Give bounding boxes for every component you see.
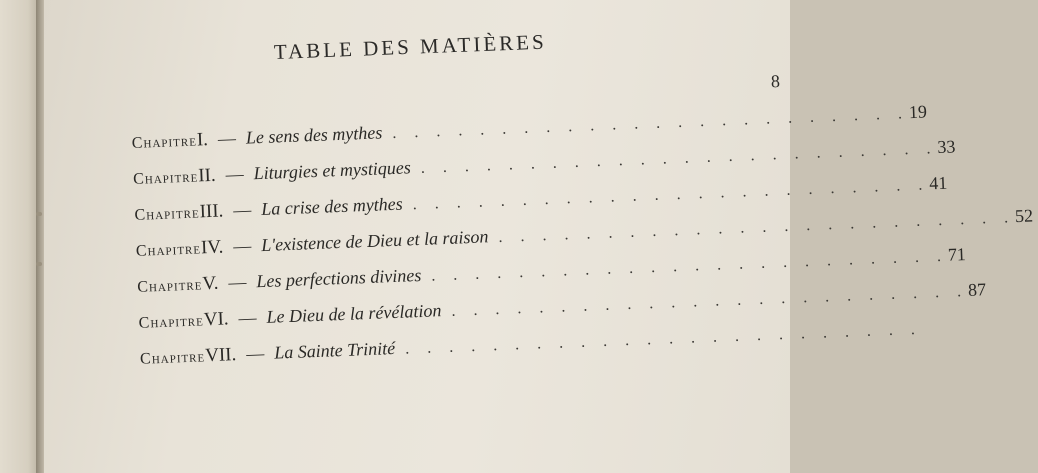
toc-page-number: 87 [967,279,987,300]
chapter-title: La Sainte Trinité [273,338,396,363]
binding-thread-mark [36,212,42,216]
chapter-dash: — [225,163,244,185]
chapter-numeral: VII. [204,344,237,367]
chapter-dash: — [227,271,247,293]
chapter-dash: — [217,127,237,149]
toc-page-number: 71 [947,244,967,265]
chapter-numeral: V. [201,272,219,295]
table-of-contents [130,71,1034,384]
leader-dots: . . . . . . . . . . . . . . . . . . . . . . . . [404,320,923,358]
chapter-title: L'existence de Dieu et la raison [260,226,489,256]
leader-dots: . . . . . . . . . . . . . . . . . . . . . . . . [391,105,910,142]
leader-dots: . . . . . . . . . . . . . . . . . . . . . . . . [451,282,969,320]
chapter-numeral: II. [197,164,217,187]
chapter-dash: — [238,307,257,328]
book-page [44,0,1034,473]
chapter-label: Chapitre [137,276,203,296]
toc-page-number: 8 [770,71,781,92]
chapter-title: Le sens des mythes [245,122,383,148]
chapter-label: Chapitre [138,312,205,332]
chapter-dash: — [232,199,252,221]
leader-dots: . . . . . . . . . . . . . . . . . . . . . . . . [420,140,938,177]
chapter-dash: — [232,235,252,257]
leader-dots: . . . . . . . . . . . . . . . . . . . . . . . . [430,247,949,285]
leader-dots: . . . . . . . . . . . . . . . . . . . . . . . . [498,209,1016,246]
toc-page-number: 41 [928,172,948,194]
binding-thread-mark [36,262,42,266]
chapter-label: Chapitre [132,168,199,188]
chapter-title: Liturgies et mystiques [253,157,412,184]
chapter-numeral: III. [199,200,224,223]
page-title: TABLE DES MATIÈRES [273,29,548,64]
toc-page-number: 33 [937,136,956,158]
chapter-label: Chapitre [139,348,206,368]
chapter-label: Chapitre [135,240,202,260]
chapter-numeral: I. [196,129,209,151]
chapter-dash: — [245,343,265,364]
toc-page-number: 52 [1014,205,1034,227]
left-page-edge [0,0,40,473]
chapter-title: Le Dieu de la révélation [266,300,442,327]
chapter-title: Les perfections divines [255,264,422,292]
chapter-label: Chapitre [134,204,200,224]
chapter-numeral: IV. [200,236,224,259]
chapter-title: La crise des mythes [260,193,404,220]
leader-dots: . . . . . . . . . . . . . . . . . . . . . . . . [412,176,930,214]
chapter-label: Chapitre [131,132,198,152]
toc-page-number: 19 [908,101,928,123]
chapter-numeral: VI. [203,308,229,331]
